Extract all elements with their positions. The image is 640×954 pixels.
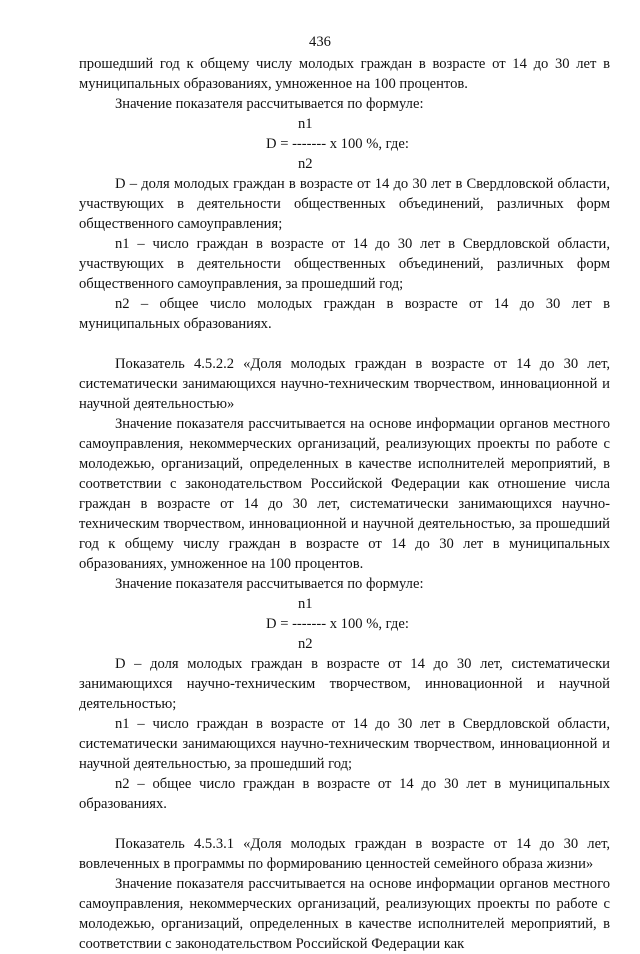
definition-d: D – доля молодых граждан в возрасте от 14 до 30 лет в Свердловской области, участвующих в деятельности общественных объединений, различных форм общественного самоуправления;	[79, 176, 610, 232]
spacer	[79, 814, 610, 834]
formula-denominator: n2	[298, 156, 313, 172]
indicator-heading: Показатель 4.5.2.2 «Доля молодых граждан в возрасте от 14 до 30 лет, систематически занимающихся научно-техническим творчеством, инновационной и научной деятельностью»	[79, 356, 610, 412]
spacer	[79, 334, 610, 354]
formula-intro: Значение показателя рассчитывается по формуле:	[115, 96, 424, 112]
definition-n1: n1 – число граждан в возрасте от 14 до 30 лет в Свердловской области, систематически занимающихся научно-техническим творчеством, инновационной и научной деятельностью, за прошедший год;	[79, 716, 610, 772]
definition-n2: n2 – общее число граждан в возрасте от 14 до 30 лет в муниципальных образованиях.	[79, 776, 610, 812]
page-number: 436	[309, 34, 331, 50]
definition-d: D – доля молодых граждан в возрасте от 14 до 30 лет, систематически занимающихся научно-техническим творчеством, инновационной и научной деятельностью;	[79, 656, 610, 712]
indicator-heading: Показатель 4.5.3.1 «Доля молодых граждан в возрасте от 14 до 30 лет, вовлеченных в программы по формированию ценностей семейного образа жизни»	[79, 836, 610, 872]
formula-denominator: n2	[298, 636, 313, 652]
formula-main: D = ------- х 100 %, где:	[266, 136, 409, 152]
page-content	[79, 54, 610, 954]
definition-n2: n2 – общее число молодых граждан в возрасте от 14 до 30 лет в муниципальных образованиях.	[79, 296, 610, 332]
formula-main: D = ------- х 100 %, где:	[266, 616, 409, 632]
paragraph: Значение показателя рассчитывается на основе информации органов местного самоуправления, некоммерческих организаций, реализующих проекты по работе с молодежью, организаций, определенных в качестве исполнителей мероприятий, в соответствии с законодательством Российской Федерации как	[79, 876, 610, 952]
formula-numerator: n1	[298, 116, 313, 132]
formula-numerator: n1	[298, 596, 313, 612]
paragraph: прошедший год к общему числу молодых граждан в возрасте от 14 до 30 лет в муниципальных образованиях, умноженное на 100 процентов.	[79, 56, 610, 92]
definition-n1: n1 – число граждан в возрасте от 14 до 30 лет в Свердловской области, участвующих в деятельности общественных объединений, различных форм общественного самоуправления, за прошедший год;	[79, 236, 610, 292]
formula	[79, 594, 610, 654]
formula	[79, 114, 610, 174]
paragraph: Значение показателя рассчитывается на основе информации органов местного самоуправления, некоммерческих организаций, реализующих проекты по работе с молодежью, организаций, определенных в качестве исполнителей мероприятий, в соответствии с законодательством Российской Федерации как отношение числа граждан в возрасте от 14 до 30 лет, систематически занимающихся научно-техническим творчеством, инновационной и научной деятельностью, за прошедший год к общему числу граждан в возрасте от 14 до 30 лет в муниципальных образованиях, умноженное на 100 процентов.	[79, 416, 610, 572]
formula-intro: Значение показателя рассчитывается по формуле:	[115, 576, 424, 592]
